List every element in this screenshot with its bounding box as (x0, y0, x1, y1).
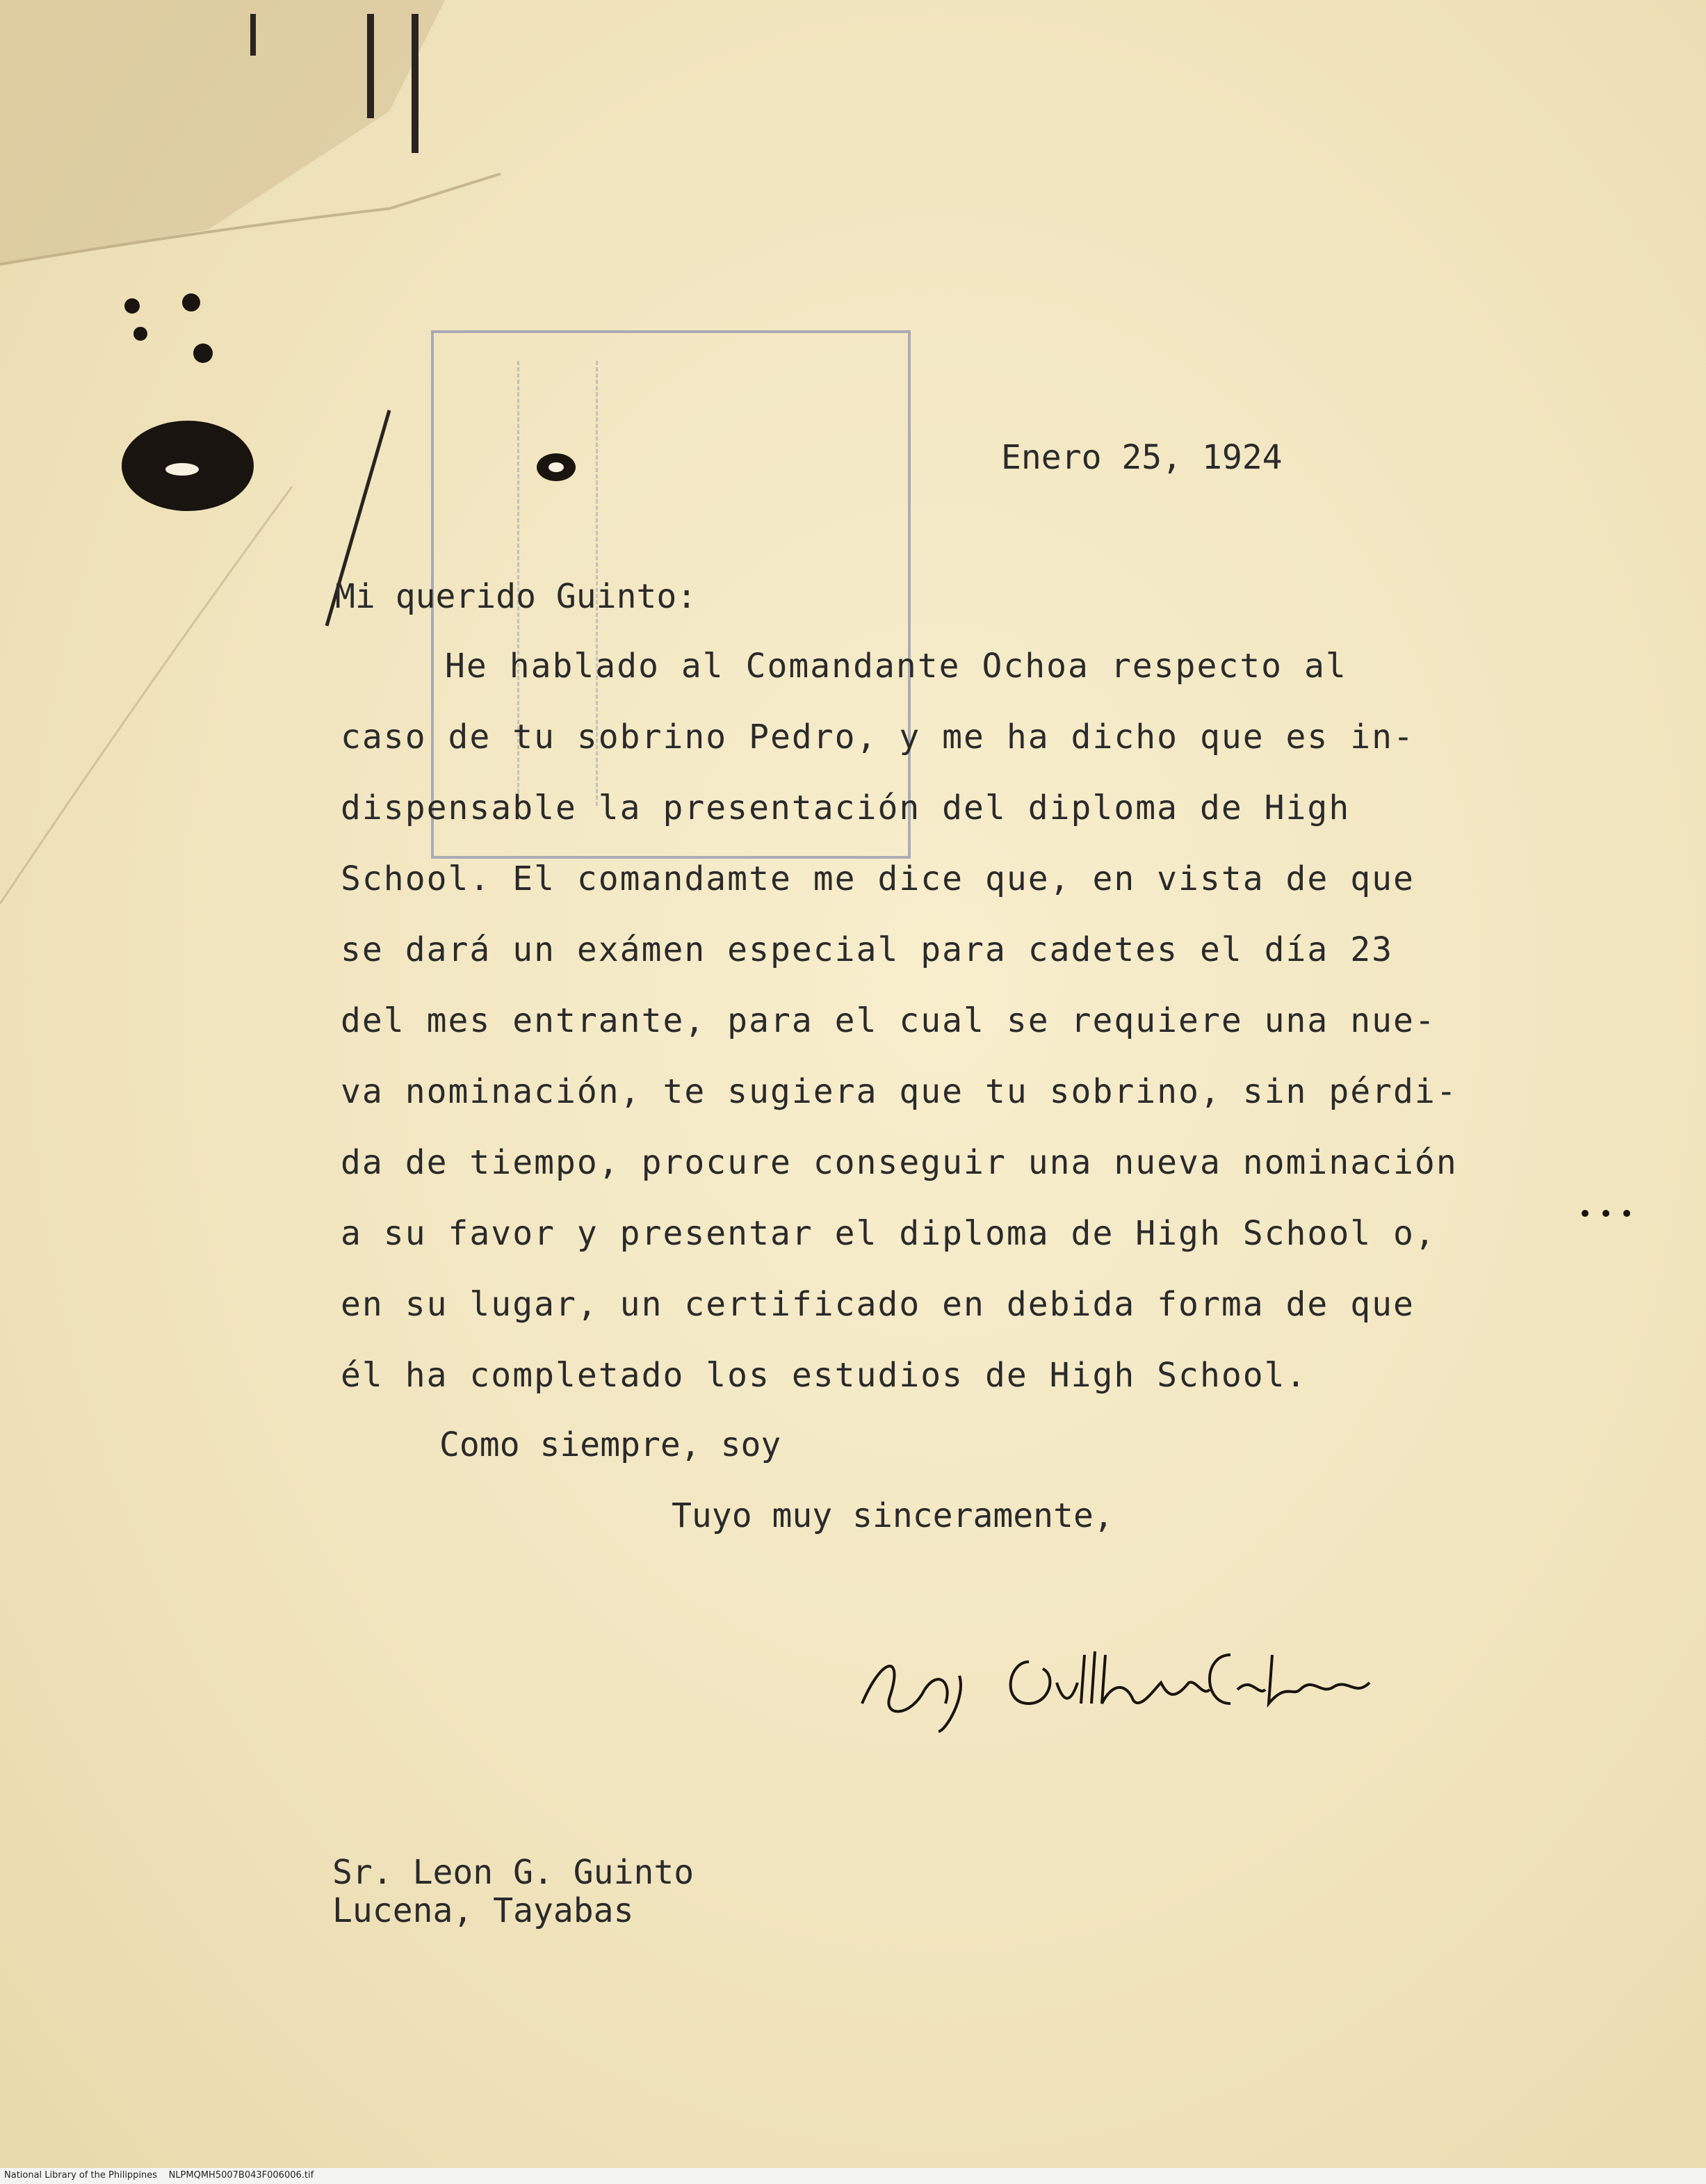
ink-dot (1623, 1210, 1630, 1217)
salutation: Mi querido Guinto: (335, 577, 697, 616)
body-line: a su favor y presentar el diploma de High School o, (341, 1214, 1436, 1253)
body-line: School. El comandamte me dice que, en vista de que (341, 859, 1415, 898)
body-line: en su lugar, un certificado en debida forma de que (341, 1285, 1415, 1324)
letter-date: Enero 25, 1924 (1001, 438, 1283, 477)
staple-mark (250, 14, 256, 56)
ink-dot (193, 343, 213, 363)
closing-line: Como siempre, soy (439, 1425, 781, 1464)
fold-crease (0, 487, 292, 904)
ink-dot (124, 298, 140, 314)
ink-blot-highlight (165, 463, 199, 476)
addressee-name: Sr. Leon G. Guinto (332, 1853, 694, 1892)
ink-dot (182, 293, 200, 312)
scan-footer-text: National Library of the Philippines NLPMQMH5007B043F006006.tif (4, 2170, 314, 2181)
closing-valediction: Tuyo muy sinceramente, (672, 1496, 1114, 1535)
body-line: caso de tu sobrino Pedro, y me ha dicho que es in- (341, 718, 1415, 757)
ink-dot (133, 327, 147, 341)
addressee-place: Lucena, Tayabas (332, 1891, 634, 1930)
body-line: va nominación, te sugiera que tu sobrino, sin pérdi- (341, 1072, 1458, 1111)
ink-dot (1602, 1210, 1609, 1217)
signature (841, 1613, 1397, 1738)
worn-corner (0, 0, 445, 264)
body-line: él ha completado los estudios de High School. (341, 1356, 1308, 1395)
body-line: He hablado al Comandante Ochoa respecto al (445, 647, 1347, 686)
body-line: da de tiempo, procure conseguir una nueva nominación (341, 1143, 1458, 1182)
body-line: dispensable la presentación del diploma de High (341, 788, 1351, 827)
staple-mark (412, 14, 419, 153)
body-line: del mes entrante, para el cual se requiere una nue- (341, 1001, 1436, 1040)
ink-dot (1582, 1210, 1589, 1217)
body-line: se dará un exámen especial para cadetes el día 23 (341, 930, 1394, 969)
staple-mark (367, 14, 374, 118)
